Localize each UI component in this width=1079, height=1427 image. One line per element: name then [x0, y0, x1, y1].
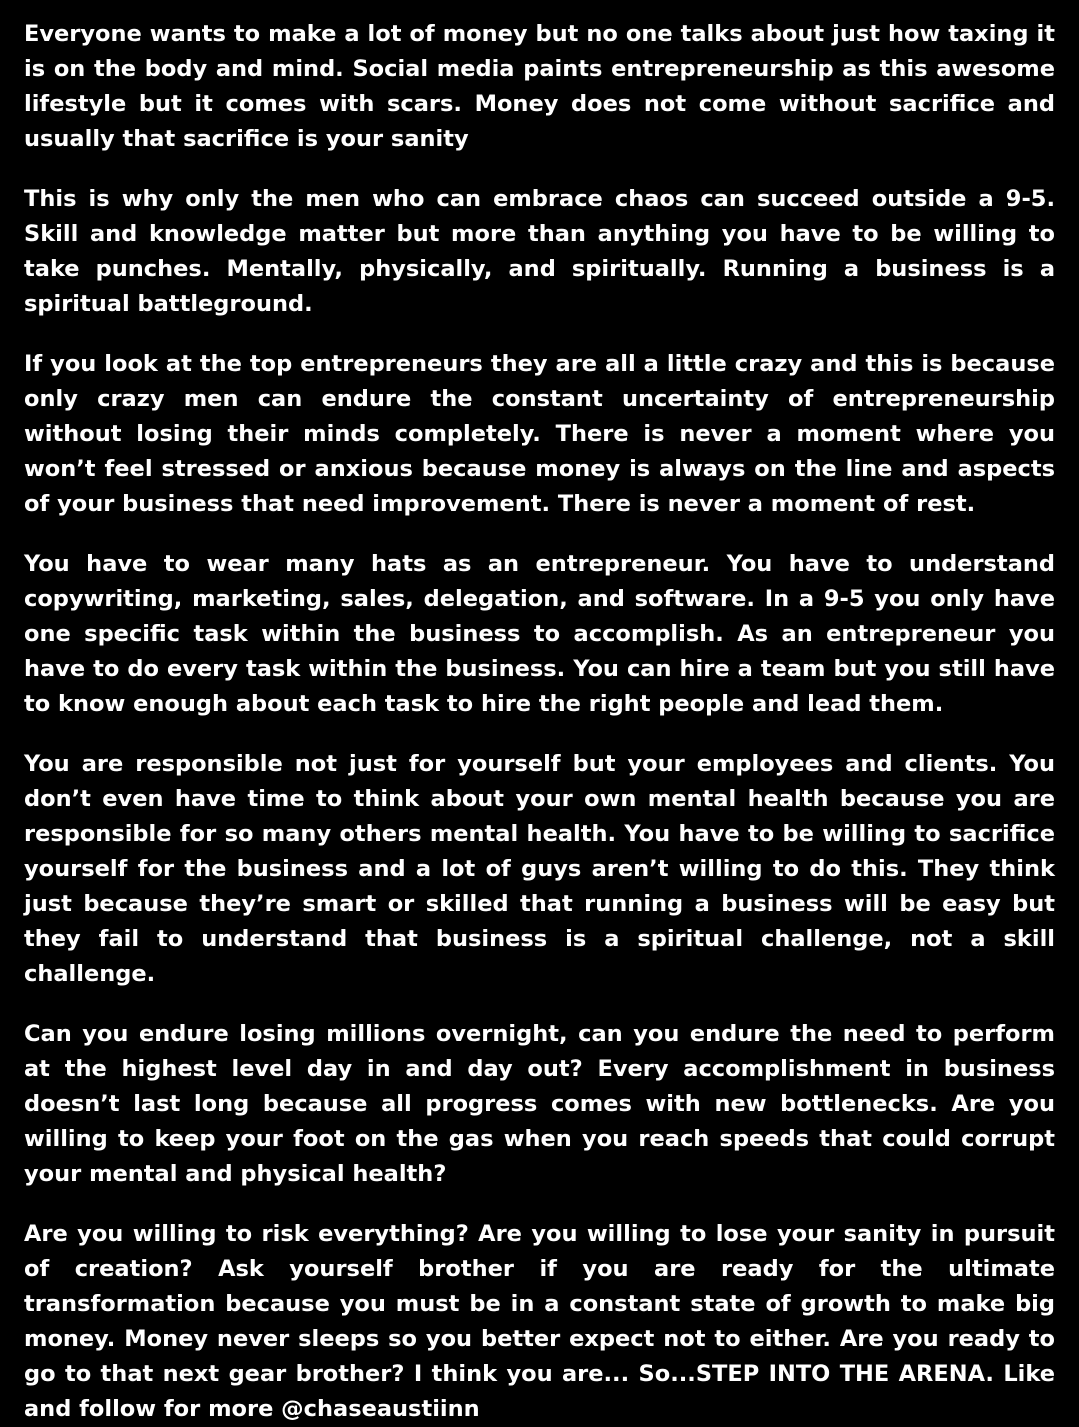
- paragraph-5: You are responsible not just for yourself but your employees and clients. You don’t even have time to think about your own mental health because you are responsible for so many others mental health. You have to be willing to sacrifice yourself for the business and a lot of guys aren’t willing to do this. They think just because they’re smart or skilled that running a business will be easy but they fail to understand that business is a spiritual challenge, not a skill challenge.: [24, 751, 1055, 987]
- paragraph-3: If you look at the top entrepreneurs they are all a little crazy and this is because only crazy men can endure the constant uncertainty of entrepreneurship without losing their minds completely. There is never a moment where you won’t feel stressed or anxious because money is always on the line and aspects of your business that need improvement. There is never a moment of rest.: [24, 351, 1055, 517]
- paragraph-4: You have to wear many hats as an entrepreneur. You have to understand copywriting, marketing, sales, delegation, and software. In a 9-5 you only have one specific task within the business to accomplish. As an entrepreneur you have to do every task within the business. You can hire a team but you still have to know enough about each task to hire the right people and lead them.: [24, 551, 1055, 717]
- paragraph-2: This is why only the men who can embrace chaos can succeed outside a 9-5. Skill and knowledge matter but more than anything you have to be willing to take punches. Mentally, physically, and spiritually. Running a business is a spiritual battleground.: [24, 186, 1055, 317]
- paragraph-7: Are you willing to risk everything? Are you willing to lose your sanity in pursuit of creation? Ask yourself brother if you are ready for the ultimate transformation because you must be in a constant state of growth to make big money. Money never sleeps so you better expect not to either. Are you ready to go to that next gear brother? I think you are... So...STEP INTO THE ARENA. Like and follow for more @chaseaustiinn: [24, 1221, 1055, 1422]
- paragraph-1: Everyone wants to make a lot of money but no one talks about just how taxing it is on the body and mind. Social media paints entrepreneurship as this awesome lifestyle but it comes with scars. Money does not come without sacrifice and usually that sacrifice is your sanity: [24, 21, 1055, 152]
- paragraph-6: Can you endure losing millions overnight, can you endure the need to perform at the highest level day in and day out? Every accomplishment in business doesn’t last long because all progress comes with new bottlenecks. Are you willing to keep your foot on the gas when you reach speeds that could corrupt your mental and physical health?: [24, 1021, 1055, 1187]
